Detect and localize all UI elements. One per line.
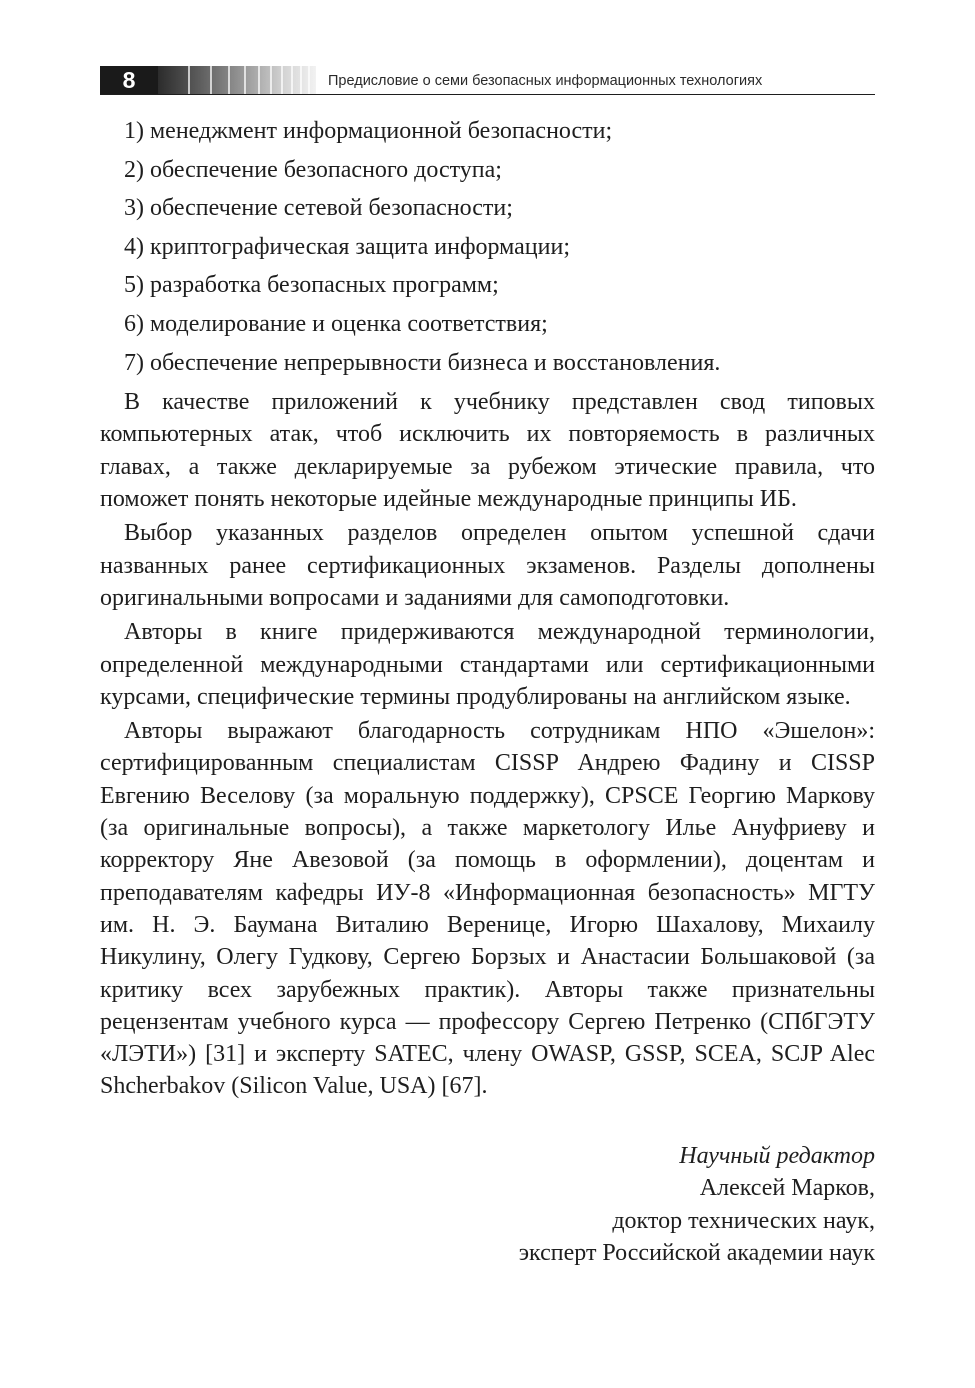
paragraph-sections-choice: Выбор указанных разделов определен опытом успешной сдачи названных ранее сертификационных экзаменов. Разделы дополнены оригинальными вопросами и заданиями для самоподготовки. xyxy=(100,520,875,611)
signature-degree: доктор технических наук, xyxy=(612,1207,875,1234)
signature-name: Алексей Марков, xyxy=(699,1175,875,1202)
page-body xyxy=(100,112,875,1103)
running-title: Предисловие о семи безопасных информационных технологиях xyxy=(328,73,763,89)
list-item: 2) обеспечение безопасного доступа; xyxy=(124,156,502,183)
paragraph-terminology: Авторы в книге придерживаются международной терминологии, определенной международными стандартами или сертификационными курсами, специфические термины продублированы на английском языке. xyxy=(100,619,875,710)
running-header xyxy=(100,66,875,95)
list-item: 6) моделирование и оценка соответствия; xyxy=(124,310,548,337)
paragraph-acknowledgements: Авторы выражают благодарность сотрудникам НПО «Эшелон»: сертифицированным специалистам CISSP Андрею Фадину и CISSP Евгению Веселову (за моральную поддержку), CPSCE Георгию Маркову (за оригинальные вопросы), а также маркетологу Илье Ануфриеву и корректору Яне Авезовой (за помощь в оформлении), доцентам и преподавателям кафедры ИУ-8 «Информационная безопасность» МГТУ им. Н. Э. Баумана Виталию Веренице, Игорю Шахалову, Михаилу Никулину, Олегу Гудкову, Сергею Борзых и Анастасии Большаковой (за критику всех зарубежных практик). Авторы также признательны рецензентам учебного курса — профессору Сергею Петренко (СПбГЭТУ «ЛЭТИ») [31] и эксперту SATEC, члену OWASP, GSSP, SCEA, SCJP Alec Shcherbakov (Silicon Value, USA) [67]. xyxy=(100,718,875,1100)
signature-role: Научный редактор xyxy=(679,1143,875,1169)
list-item: 4) криптографическая защита информации; xyxy=(124,233,571,260)
list-item: 7) обеспечение непрерывности бизнеса и восстановления. xyxy=(124,349,721,376)
paragraph-appendices: В качестве приложений к учебнику представлен свод типовых компьютерных атак, чтоб исключить их повторяемость в различных главах, а также декларируемые за рубежом этические правила, что поможет понять некоторые идейные международные принципы ИБ. xyxy=(100,389,875,513)
page-number: 8 xyxy=(100,66,158,94)
topics-list xyxy=(100,112,875,382)
signature-position: эксперт Российской академии наук xyxy=(518,1239,875,1266)
list-item: 5) разработка безопасных программ; xyxy=(124,272,499,299)
header-gradient-bar xyxy=(158,66,316,94)
list-item: 3) обеспечение сетевой безопасности; xyxy=(124,195,513,222)
list-item: 1) менеджмент информационной безопасности; xyxy=(124,118,613,144)
editor-signature xyxy=(519,1140,875,1269)
